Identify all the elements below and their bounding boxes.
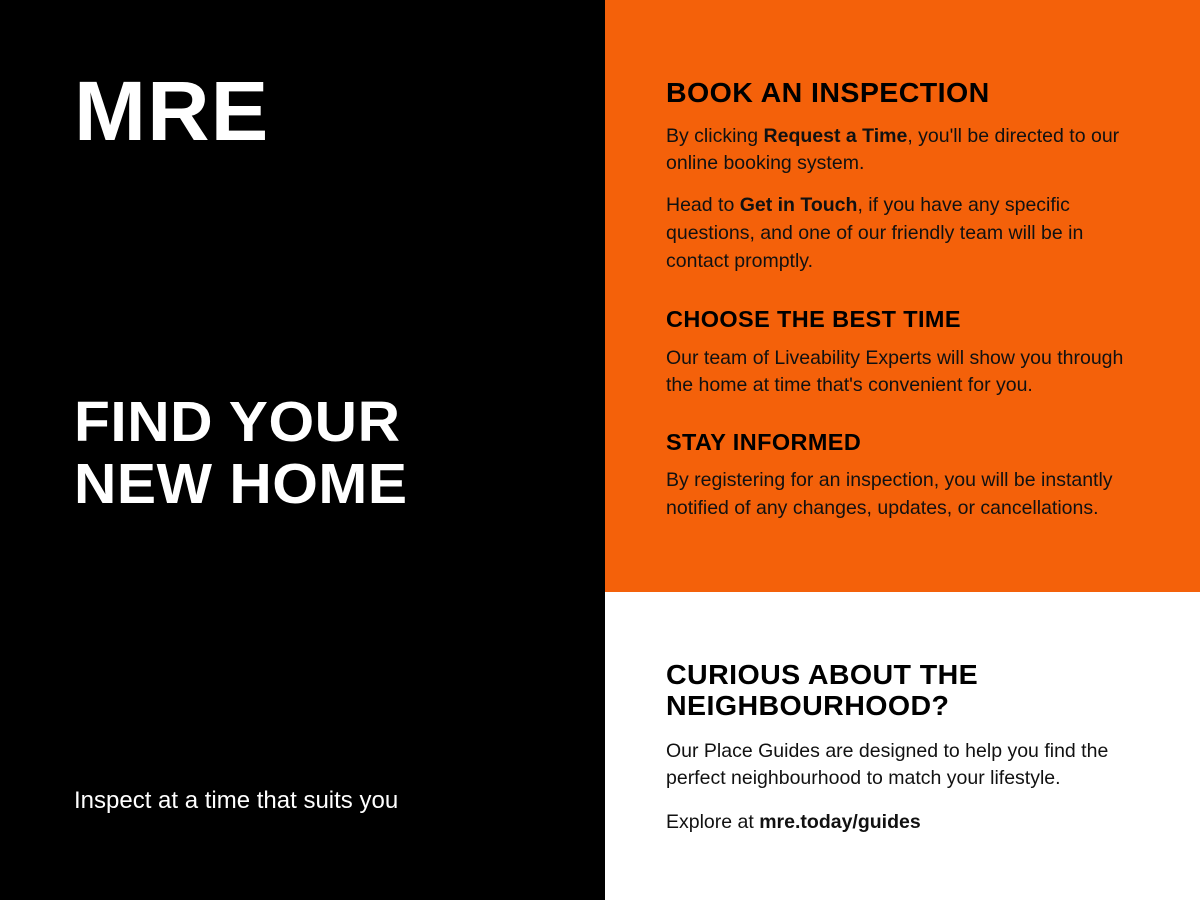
book-p2-part-a: Head to [666,194,740,217]
section-choose-best-time [666,307,1156,400]
stay-informed-paragraph: By registering for an inspection, you will be instantly notified of any changes, updates, or cancellations. [666,469,1113,519]
book-p1-part-a: By clicking [666,124,764,147]
book-p1-part-c: , you'll be directed to our online booking system. [666,124,1120,175]
book-p2-emphasis: Get in Touch [739,194,858,217]
neighbourhood-title-line-1: CURIOUS ABOUT THE [666,659,979,690]
explore-url[interactable]: mre.today/guides [759,810,921,833]
neighbourhood-panel [605,592,1200,900]
headline-line-1: FIND YOUR [74,390,401,454]
book-p2-part-c: , if you have any specific questions, and one of our friendly team will be in contact promptly. [666,194,1084,272]
section-stay-informed [666,430,1156,523]
explore-prefix: Explore at [666,810,760,833]
brand-logo-mre: MRE [74,64,270,158]
section-title-stay-informed: STAY INFORMED [666,428,862,455]
orange-info-panel [605,0,1200,592]
section-title-choose-best-time: CHOOSE THE BEST TIME [666,306,961,333]
section-book-an-inspection [666,78,1156,275]
book-p1-emphasis: Request a Time [763,124,908,147]
book-inspection-paragraph-1 [666,123,1151,178]
neighbourhood-title-line-2: NEIGHBOURHOOD? [666,689,950,721]
neighbourhood-paragraph: Our Place Guides are designed to help you find the perfect neighbourhood to match your lifestyle. [666,739,1109,790]
section-title-curious-neighbourhood [666,660,1166,722]
choose-best-time-paragraph: Our team of Liveability Experts will show you through the home at time that's convenient for you. [666,346,1124,397]
explore-link-line [666,809,1156,836]
book-inspection-paragraph-2 [666,192,1151,275]
hero-tagline: Inspect at a time that suits you [74,787,399,814]
section-title-book-inspection: BOOK AN INSPECTION [666,77,990,108]
page-headline [74,392,408,515]
headline-line-2: NEW HOME [74,451,408,516]
